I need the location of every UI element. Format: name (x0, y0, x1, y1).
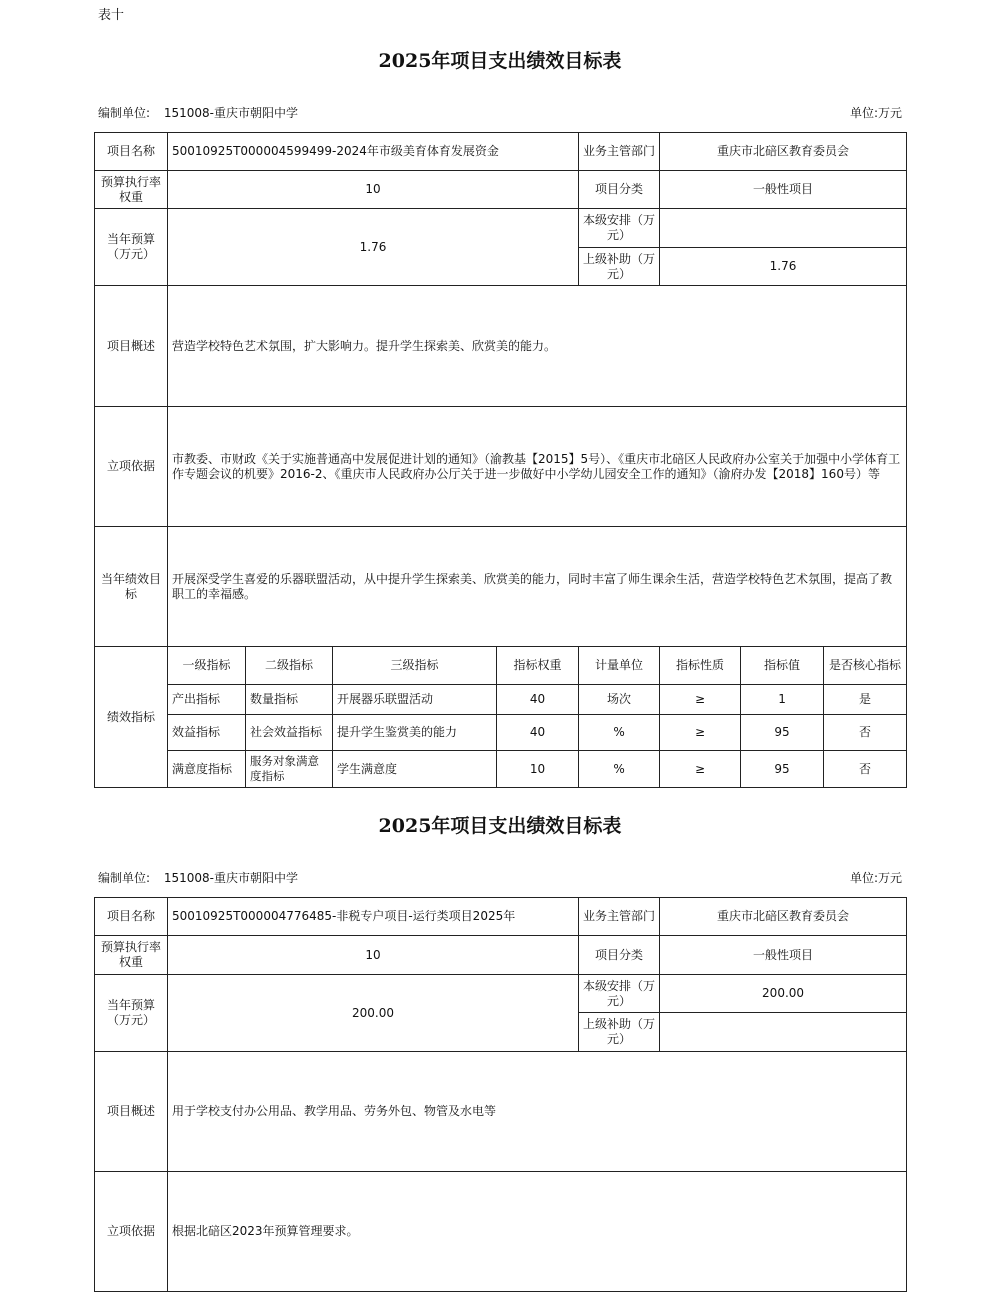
form1-currency: 单位:万元 (849, 106, 902, 120)
overview-label: 项目概述 (95, 1052, 168, 1172)
dept-value: 重庆市北碚区教育委员会 (660, 133, 907, 171)
indicator-header: 是否核心指标 (824, 647, 907, 685)
indicator-cell: 社会效益指标 (246, 715, 333, 751)
indicator-row (95, 715, 907, 751)
weight-label: 预算执行率权重 (95, 936, 168, 975)
goal-label: 当年绩效目标 (95, 527, 168, 647)
indicator-cell: 场次 (579, 685, 660, 715)
form1-title: 2025年项目支出绩效目标表 (378, 50, 622, 72)
upper-label: 上级补助（万元） (579, 248, 660, 286)
indicator-cell: 否 (824, 751, 907, 788)
upper-value: 1.76 (660, 248, 907, 286)
project-name-label: 项目名称 (95, 898, 168, 936)
indicator-cell: 否 (824, 715, 907, 751)
form2-title: 2025年项目支出绩效目标表 (378, 815, 622, 837)
category-label: 项目分类 (579, 936, 660, 975)
indicator-header: 一级指标 (168, 647, 246, 685)
project-name-value: 50010925T000004599499-2024年市级美育体育发展资金 (168, 133, 579, 171)
indicator-header: 指标性质 (660, 647, 741, 685)
local-label: 本级安排（万元） (579, 975, 660, 1013)
indicator-cell: ≥ (660, 715, 741, 751)
form2-unit (98, 869, 298, 886)
indicators-label: 绩效指标 (95, 647, 168, 788)
category-label: 项目分类 (579, 171, 660, 209)
weight-value: 10 (168, 936, 579, 975)
category-value: 一般性项目 (660, 171, 907, 209)
dept-value: 重庆市北碚区教育委员会 (660, 898, 907, 936)
form1-unit-value: 151008-重庆市朝阳中学 (163, 106, 299, 120)
weight-value: 10 (168, 171, 579, 209)
indicator-cell: ≥ (660, 751, 741, 788)
indicator-cell: 10 (497, 751, 579, 788)
indicator-cell: 效益指标 (168, 715, 246, 751)
indicator-cell: 提升学生鉴赏美的能力 (333, 715, 497, 751)
dept-label: 业务主管部门 (579, 898, 660, 936)
indicator-cell: 40 (497, 715, 579, 751)
budget-label: 当年预算（万元） (95, 975, 168, 1052)
indicator-cell: 95 (741, 751, 824, 788)
project-name-value: 50010925T000004776485-非税专户项目-运行类项目2025年 (168, 898, 579, 936)
indicator-header: 计量单位 (579, 647, 660, 685)
indicator-cell: 服务对象满意度指标 (246, 751, 333, 788)
budget-value: 200.00 (168, 975, 579, 1052)
indicator-cell: 学生满意度 (333, 751, 497, 788)
upper-value (660, 1013, 907, 1052)
form1-unit-label: 编制单位: (98, 106, 151, 120)
indicator-header: 指标值 (741, 647, 824, 685)
basis-value: 根据北碚区2023年预算管理要求。 (168, 1172, 907, 1292)
indicator-cell: 开展器乐联盟活动 (333, 685, 497, 715)
indicator-cell: 1 (741, 685, 824, 715)
indicator-cell: % (579, 751, 660, 788)
form2-unit-value: 151008-重庆市朝阳中学 (163, 871, 299, 885)
form2-table (94, 897, 907, 1292)
indicator-cell: 是 (824, 685, 907, 715)
indicator-row (95, 751, 907, 788)
indicator-cell: 40 (497, 685, 579, 715)
project-name-label: 项目名称 (95, 133, 168, 171)
page-tag: 表十 (98, 8, 125, 23)
weight-label: 预算执行率权重 (95, 171, 168, 209)
overview-label: 项目概述 (95, 286, 168, 407)
indicator-cell: ≥ (660, 685, 741, 715)
indicator-cell: % (579, 715, 660, 751)
indicator-header: 三级指标 (333, 647, 497, 685)
local-value (660, 209, 907, 248)
form1-table (94, 132, 907, 788)
basis-value: 市教委、市财政《关于实施普通高中发展促进计划的通知》（渝教基【2015】5号）、《重庆市北碚区人民政府办公室关于加强中小学体育工作专题会议的机要》2016-2、《重庆市人民政府办公厅关于进一步做好中小学幼儿园安全工作的通知》（渝府办发【2018】160号）等 (168, 407, 907, 527)
category-value: 一般性项目 (660, 936, 907, 975)
form1-unit (98, 104, 298, 121)
form2-unit-label: 编制单位: (98, 871, 151, 885)
basis-label: 立项依据 (95, 407, 168, 527)
indicator-header: 指标权重 (497, 647, 579, 685)
overview-value: 用于学校支付办公用品、教学用品、劳务外包、物管及水电等 (168, 1052, 907, 1172)
local-label: 本级安排（万元） (579, 209, 660, 248)
budget-value: 1.76 (168, 209, 579, 286)
indicator-cell: 95 (741, 715, 824, 751)
indicator-cell: 数量指标 (246, 685, 333, 715)
indicator-row (95, 685, 907, 715)
indicator-header: 二级指标 (246, 647, 333, 685)
overview-value: 营造学校特色艺术氛围，扩大影响力。提升学生探索美、欣赏美的能力。 (168, 286, 907, 407)
goal-value: 开展深受学生喜爱的乐器联盟活动，从中提升学生探索美、欣赏美的能力，同时丰富了师生课余生活，营造学校特色艺术氛围，提高了教职工的幸福感。 (168, 527, 907, 647)
upper-label: 上级补助（万元） (579, 1013, 660, 1052)
indicator-cell: 满意度指标 (168, 751, 246, 788)
budget-label: 当年预算（万元） (95, 209, 168, 286)
form2-currency: 单位:万元 (849, 871, 902, 885)
dept-label: 业务主管部门 (579, 133, 660, 171)
indicator-cell: 产出指标 (168, 685, 246, 715)
basis-label: 立项依据 (95, 1172, 168, 1292)
local-value: 200.00 (660, 975, 907, 1013)
